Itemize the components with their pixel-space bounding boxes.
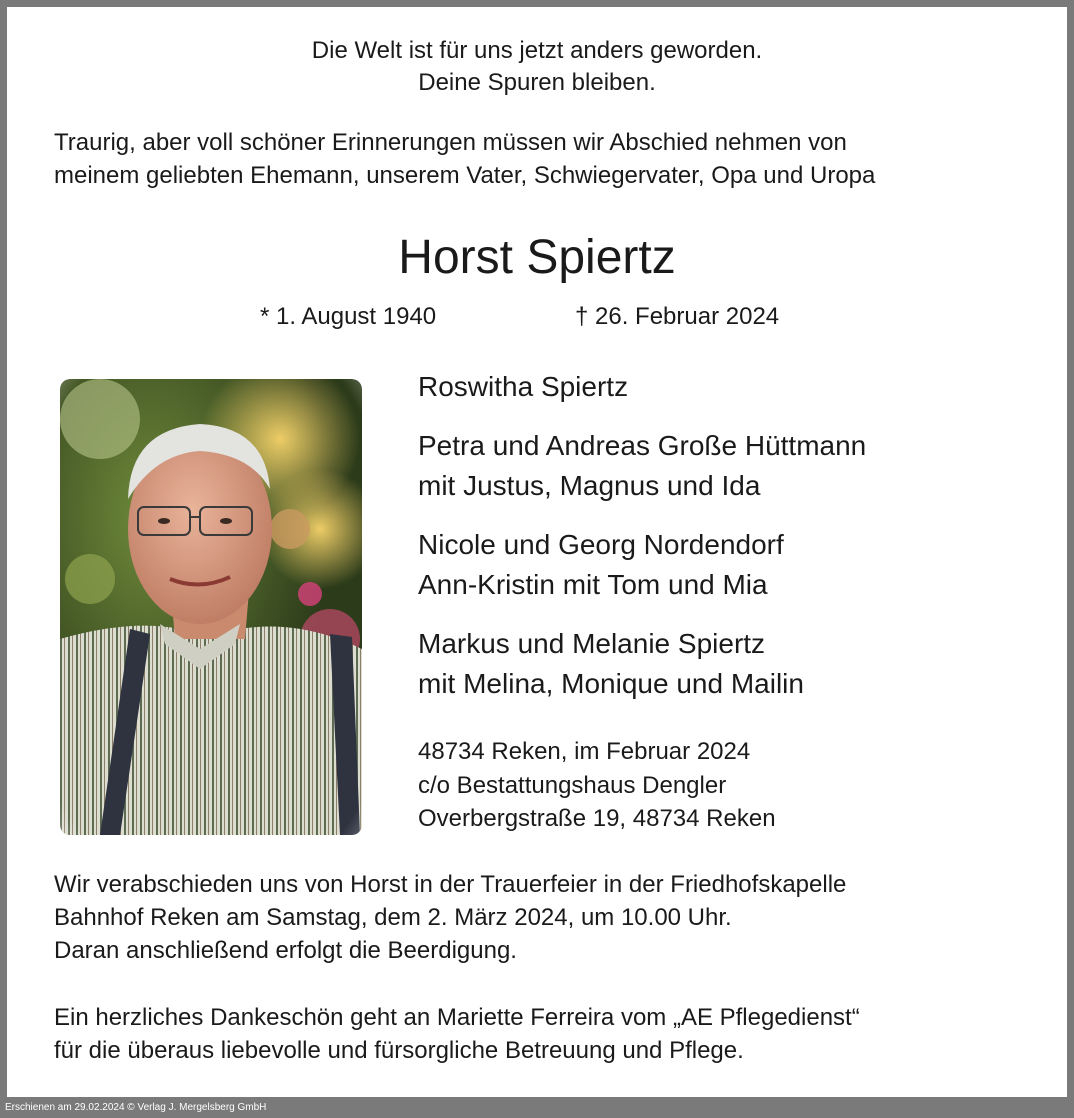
birth-date: * 1. August 1940 (260, 303, 437, 330)
address-line-2: c/o Bestattungshaus Dengler (418, 772, 727, 799)
thanks-line-1: Ein herzliches Dankeschön geht an Mariette Ferreira vom „AE Pflegedienst“ (54, 1004, 860, 1031)
mourner-line-4: Nicole und Georg Nordendorf (418, 529, 784, 560)
deceased-name: Horst Spiertz (398, 231, 676, 284)
intro-line-2: meinem geliebten Ehemann, unserem Vater, Schwiegervater, Opa und Uropa (54, 162, 876, 189)
portrait-photo (60, 379, 362, 835)
ceremony-line-2: Bahnhof Reken am Samstag, dem 2. März 2024, um 10.00 Uhr. (54, 904, 732, 931)
thanks-line-2: für die überaus liebevolle und fürsorgliche Betreuung und Pflege. (54, 1037, 744, 1064)
publication-footer: Erschienen am 29.02.2024 © Verlag J. Mergelsberg GmbH (5, 1102, 267, 1113)
mourner-line-7: mit Melina, Monique und Mailin (418, 668, 804, 699)
death-date: † 26. Februar 2024 (575, 303, 780, 330)
mourner-line-2: Petra und Andreas Große Hüttmann (418, 430, 867, 461)
verse-line-2: Deine Spuren bleiben. (418, 69, 656, 96)
verse-line-1: Die Welt ist für uns jetzt anders geworden. (311, 37, 763, 64)
address-line-3: Overbergstraße 19, 48734 Reken (418, 805, 776, 832)
intro-line-1: Traurig, aber voll schöner Erinnerungen müssen wir Abschied nehmen von (54, 129, 847, 156)
mourner-line-1: Roswitha Spiertz (418, 371, 629, 402)
ceremony-line-3: Daran anschließend erfolgt die Beerdigung. (54, 937, 517, 964)
mourner-line-6: Markus und Melanie Spiertz (418, 628, 766, 659)
obituary-card (7, 7, 1067, 1097)
address-line-1: 48734 Reken, im Februar 2024 (418, 738, 751, 765)
mourner-line-3: mit Justus, Magnus und Ida (418, 470, 761, 501)
ceremony-line-1: Wir verabschieden uns von Horst in der Trauerfeier in der Friedhofskapelle (54, 871, 847, 898)
mourner-line-5: Ann-Kristin mit Tom und Mia (418, 569, 768, 600)
